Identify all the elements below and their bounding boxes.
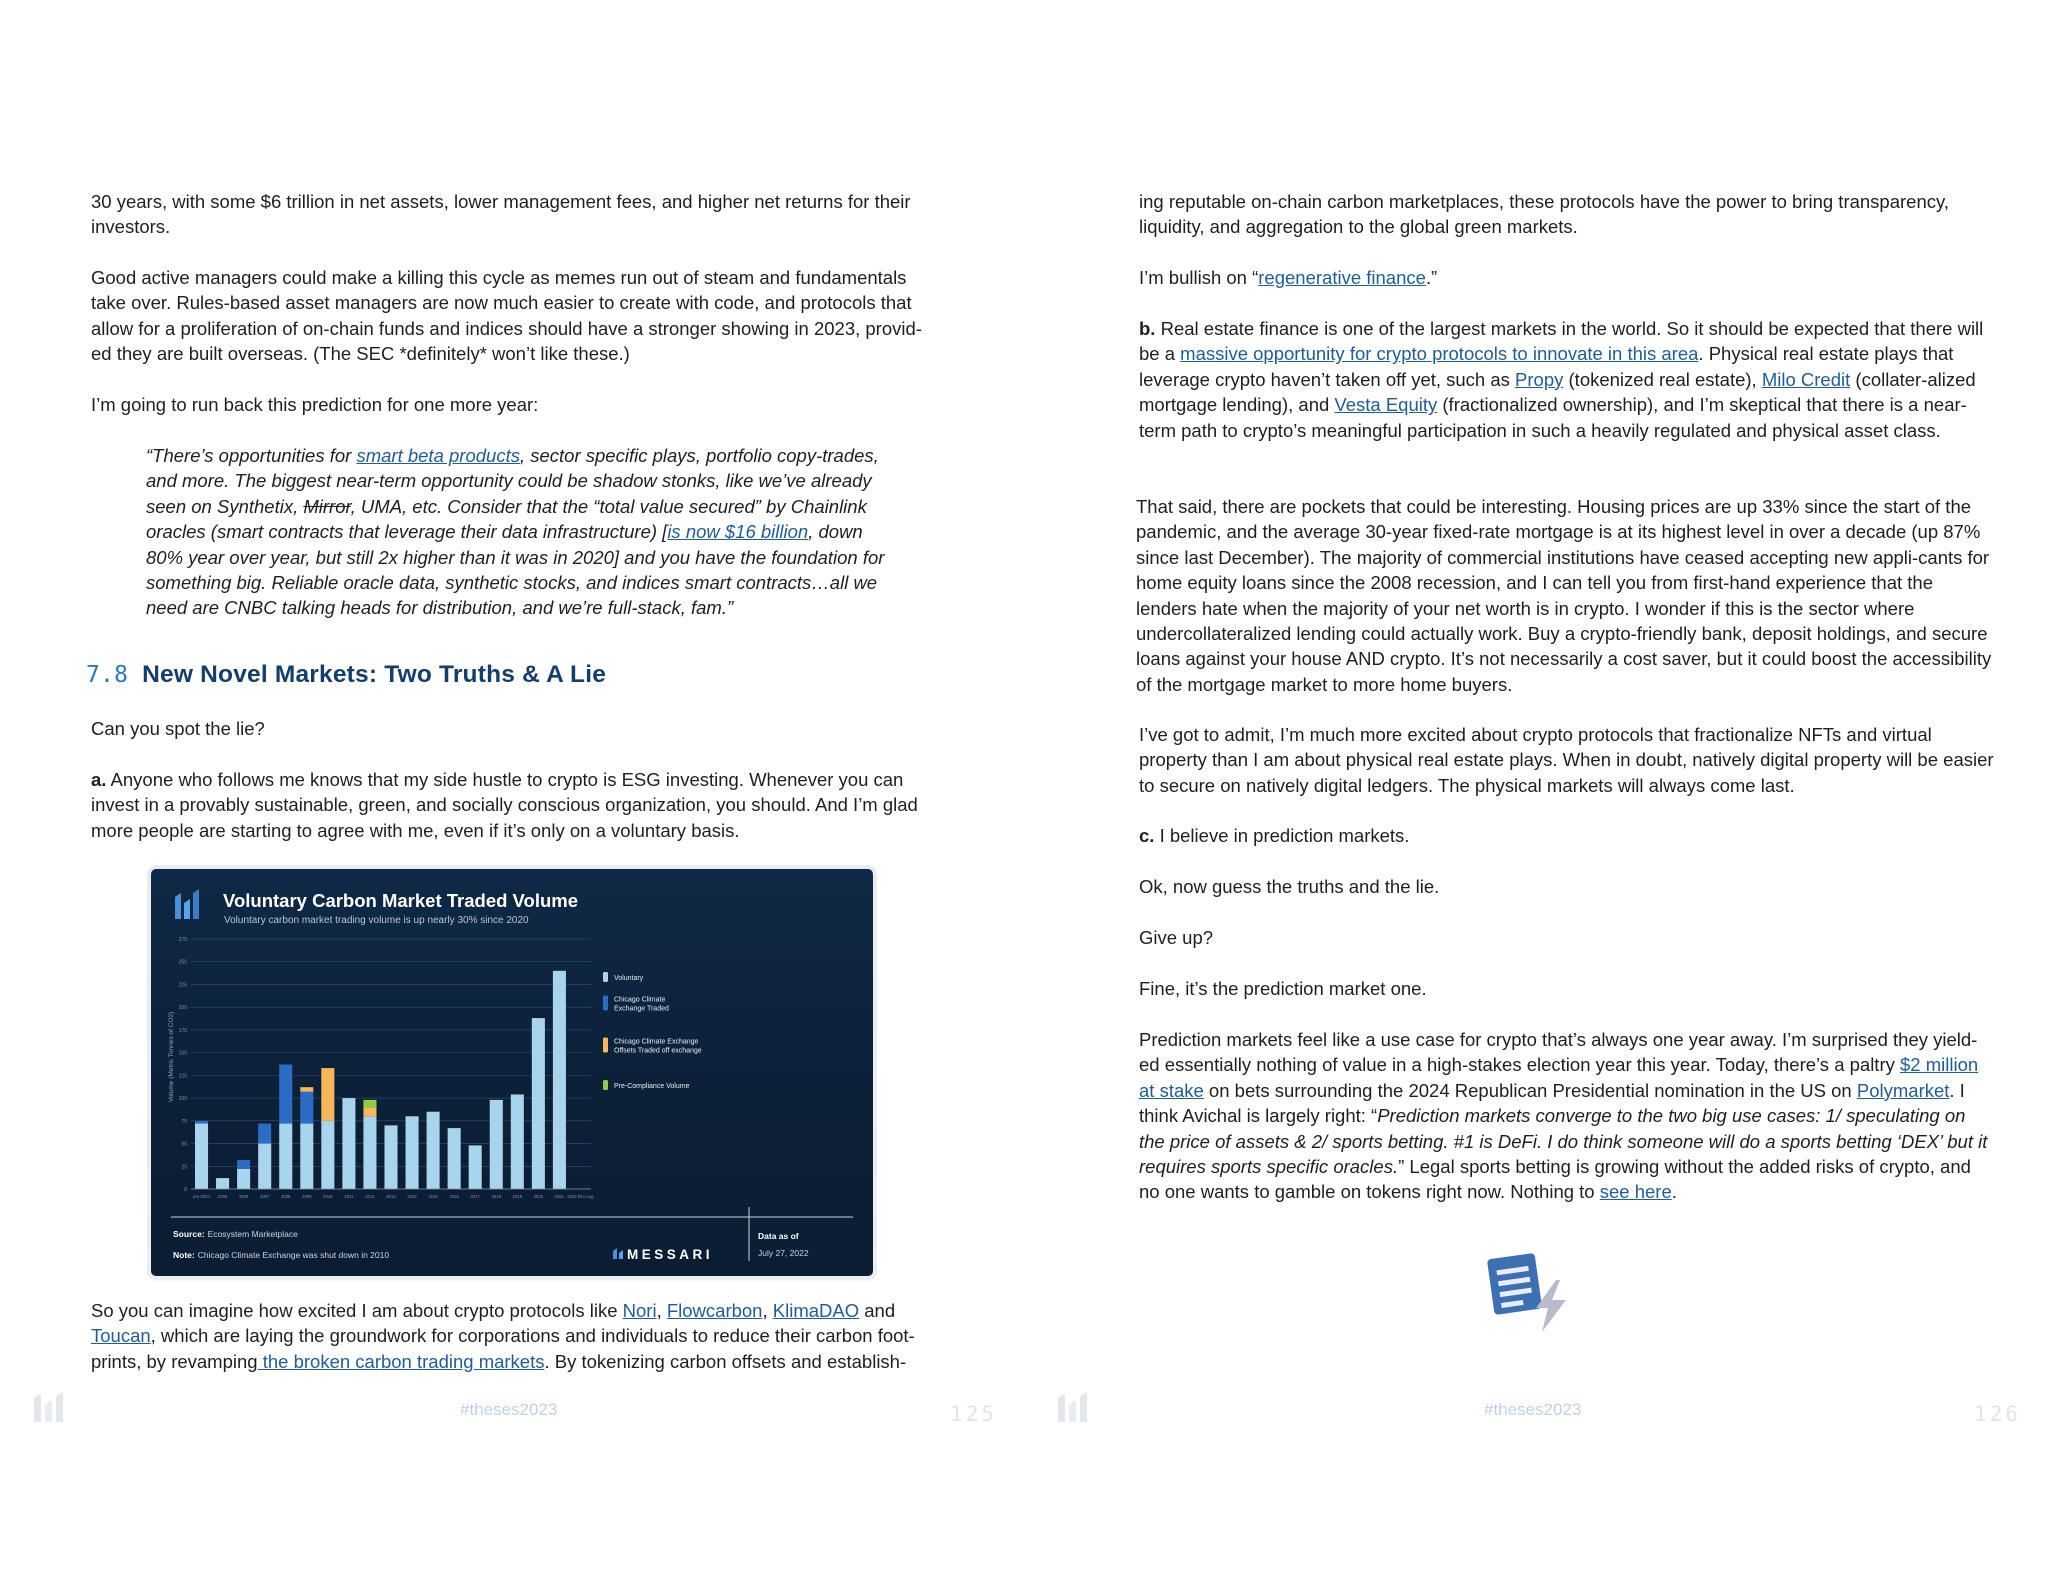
link-propy[interactable]: Propy <box>1515 368 1564 390</box>
y-tick-label: 25 <box>181 1164 187 1171</box>
paragraph: I’m bullish on “regenerative finance.” <box>1139 267 1438 288</box>
page-number: 125 <box>950 1402 997 1426</box>
link-polymarket[interactable]: Polymarket <box>1856 1079 1950 1101</box>
item-label: b. <box>1139 318 1156 339</box>
y-tick-label: 175 <box>178 1027 187 1034</box>
paragraph: Can you spot the lie? <box>91 718 265 739</box>
messari-brand: MESSARI <box>627 1247 714 1262</box>
x-tick-label: 2007 <box>260 1194 270 1199</box>
right-page <box>1024 0 2048 1582</box>
paragraph: 30 years, with some $6 trillion in net assets, lower management fees, and higher net returns for their investors. <box>91 191 911 238</box>
paragraph: I’ve got to admit, I’m much more excited about crypto protocols that fractionalize NFTs and virtual property than I am about physical real estate plays. When in doubt, natively digital property will be easier to secure on natively digital ledgers. The physical markets will always come last. <box>1139 724 1994 796</box>
paragraph: Prediction markets feel like a use case for crypto that’s always one year away. I’m surprised they yield-ed essentially nothing of value in a high-stakes election year this year. Today, there’s a paltry $2 million at stake on bets surrounding the 2024 Republican Presidential nomination in the US on Polymarket. I think Avichal is largely right: “Prediction markets converge to the two big use cases: 1/ speculating on the price of assets & 2/ sports betting. #1 is DeFi. I do think someone will do a sports betting ‘DEX’ but it requires sports specific oracles.” Legal sports betting is growing without the added risks of crypto, and no one wants to gamble on tokens right now. Nothing to see here. <box>1139 1029 1988 1203</box>
x-tick-label: pre-2004 <box>193 1194 210 1199</box>
x-tick-label: 2020 <box>533 1194 544 1199</box>
x-tick-label: 2012 <box>365 1194 375 1199</box>
chart-bars <box>191 971 591 1189</box>
bar-segment <box>279 1064 292 1123</box>
legend-label: Pre-Compliance Volume <box>614 1083 690 1090</box>
legend-swatch <box>603 972 608 982</box>
item-label: c. <box>1139 825 1155 846</box>
y-tick-label: 275 <box>178 937 187 943</box>
data-date-label: Data as of <box>758 1231 799 1241</box>
bar-segment <box>363 1100 376 1107</box>
x-tick-label: 2011 <box>344 1194 354 1199</box>
italic-quote: Prediction markets converge to the two big use cases: 1/ speculating on the price of assets & 2/ sports betting. #1 is DeFi. I do think someone will do a sports betting ‘DEX’ but it requires sports specific oracles. <box>1139 1105 1988 1178</box>
bar-segment <box>490 1100 503 1189</box>
bar-segment <box>321 1121 334 1189</box>
chart-legend <box>603 972 702 1090</box>
y-tick-label: 0 <box>184 1187 187 1193</box>
bar-segment <box>427 1112 440 1189</box>
bar-segment <box>342 1098 355 1189</box>
messari-brand-icon <box>613 1248 623 1259</box>
y-tick-label: 150 <box>178 1050 187 1057</box>
section-title: New Novel Markets: Two Truths & A Lie <box>142 661 607 688</box>
page-number: 126 <box>1974 1402 2021 1426</box>
bar-segment <box>406 1116 419 1189</box>
x-tick-label: 2018 <box>491 1194 501 1199</box>
bar-segment <box>300 1092 313 1124</box>
x-tick-label: 2022 thru Aug <box>567 1194 594 1199</box>
chart-source: Source: Ecosystem Marketplace <box>173 1229 298 1239</box>
data-date: July 27, 2022 <box>758 1248 809 1258</box>
bar-segment <box>384 1125 397 1189</box>
x-tick-label: 2017 <box>470 1194 480 1199</box>
y-tick-label: 50 <box>181 1141 187 1148</box>
x-tick-label: 2013 <box>386 1194 396 1199</box>
messari-footer-logo-icon <box>32 1390 68 1426</box>
carbon-market-chart <box>151 869 873 1276</box>
legend-swatch <box>603 996 608 1011</box>
y-tick-label: 125 <box>178 1073 187 1080</box>
bar-segment <box>363 1107 376 1116</box>
section-number: 7.8 <box>86 662 129 688</box>
link-smart-beta-products[interactable]: smart beta products <box>356 445 520 466</box>
x-tick-label: 2005 <box>217 1194 228 1199</box>
blockquote: “There’s opportunities for smart beta products, sector specific plays, portfolio copy-trades, and more. The biggest near-term opportunity could be shadow stonks, like we’ve already seen on Synthetix, Mirror, UMA, etc. Consider that the “total value secured” by Chainlink oracles (smart contracts that leverage their data infrastructure) [is now $16 billion, down 80% year over year, but still 2x higher than it was in 2020] and you have the foundation for something big. Reliable oracle data, synthetic stocks, and indices smart contracts…all we need are CNBC talking heads for distribution, and we’re full-stack, fam.” <box>146 445 885 619</box>
bar-segment <box>553 971 566 1189</box>
x-tick-label: 2019 <box>512 1194 522 1199</box>
x-tick-label: 2014 <box>407 1194 417 1199</box>
legend-swatch <box>603 1080 608 1090</box>
legend-swatch <box>603 1038 608 1053</box>
link-milo-credit[interactable]: Milo Credit <box>1761 368 1851 390</box>
link-nori[interactable]: Nori <box>622 1300 657 1321</box>
paragraph: b. Real estate finance is one of the largest markets in the world. So it should be expected that there will be a massive opportunity for crypto protocols to innovate in this area. Physical real estate plays that leverage crypto haven’t taken off yet, such as Propy (tokenized real estate), Milo Credit (collater-alized mortgage lending), and Vesta Equity (fractionalized ownership), and I’m skeptical that there is a near-term path to crypto’s meaningful participation in such a heavily regulated and physical asset class. <box>1139 318 1984 441</box>
paragraph: I’m going to run back this prediction for one more year: <box>91 394 539 415</box>
legend-label: Voluntary <box>614 975 644 982</box>
x-tick-label: 2021 <box>554 1194 565 1199</box>
chart-subtitle: Voluntary carbon market trading volume is up nearly 30% since 2020 <box>224 915 529 926</box>
legend-label: Chicago Climate Exchange Traded <box>614 996 669 1013</box>
bar-segment <box>195 1121 208 1124</box>
y-tick-label: 100 <box>178 1096 187 1103</box>
link-see-here[interactable]: see here <box>1599 1181 1672 1203</box>
link-massive-opportunity[interactable]: massive opportunity for crypto protocols to innovate in this area <box>1180 343 1699 365</box>
paragraph: That said, there are pockets that could be interesting. Housing prices are up 33% since the start of the pandemic, and the average 30-year fixed-rate mortgage is at its highest level in over a decade (up 87% since last December). The majority of commercial institutions have ceased accepting new appli-cants for home equity loans since the 2008 recession, and I can tell you from first-hand experience that the lenders hate when the majority of your net worth is in crypto. I wonder if this is the sector where undercollateralized lending could actually work. Buy a crypto-friendly bank, deposit holdings, and secure loans against your house AND crypto. It’s not necessarily a cost saver, but it could boost the accessibility of the mortgage market to more home buyers. <box>1136 496 1992 695</box>
bar-segment <box>258 1144 271 1189</box>
messari-footer-logo-icon <box>1056 1390 1092 1426</box>
link-2-million-at-stake[interactable]: $2 million at stake <box>1139 1054 1979 1101</box>
bar-segment <box>258 1124 271 1144</box>
link-klimadao[interactable]: KlimaDAO <box>772 1300 860 1321</box>
paragraph: Give up? <box>1139 927 1214 948</box>
document-lightning-icon <box>1484 1250 1574 1340</box>
bar-segment <box>532 1018 545 1189</box>
x-tick-label: 2009 <box>302 1194 312 1199</box>
bar-segment <box>279 1124 292 1189</box>
y-tick-label: 225 <box>178 982 187 989</box>
item-label: a. <box>91 769 107 790</box>
x-tick-label: 2008 <box>281 1194 291 1199</box>
paragraph: Ok, now guess the truths and the lie. <box>1139 876 1440 897</box>
bar-segment <box>300 1087 313 1092</box>
y-tick-label: 250 <box>178 959 187 966</box>
chart-title: Voluntary Carbon Market Traded Volume <box>223 890 578 911</box>
chart-svg <box>151 869 873 1276</box>
bar-segment <box>195 1124 208 1189</box>
paragraph: So you can imagine how excited I am about crypto protocols like Nori, Flowcarbon, KlimaDAO and Toucan, which are laying the groundwork for corporations and individuals to reduce their carbon foot-prints, by revamping the broken carbon trading markets. By tokenizing carbon offsets and establish- <box>91 1300 915 1372</box>
messari-logo-icon <box>175 889 199 919</box>
x-axis-ticks <box>193 1194 594 1199</box>
struck-text: Mirror <box>303 495 351 517</box>
link-toucan[interactable]: Toucan <box>91 1325 151 1347</box>
bar-segment <box>237 1169 250 1189</box>
bar-segment <box>469 1145 482 1189</box>
section-heading <box>86 661 606 689</box>
x-tick-label: 2016 <box>449 1194 459 1199</box>
paragraph: ing reputable on-chain carbon marketplaces, these protocols have the power to bring transparency, liquidity, and aggregation to the global green markets. <box>1139 191 1950 238</box>
y-axis-label: Volume (Metric Tonnes of CO2) <box>168 1011 175 1103</box>
bar-segment <box>321 1068 334 1121</box>
bar-segment <box>363 1116 376 1189</box>
x-tick-label: 2015 <box>428 1194 438 1199</box>
legend-label: Chicago Climate Exchange Offsets Traded off exchange <box>614 1038 702 1055</box>
bar-segment <box>448 1128 461 1189</box>
bar-segment <box>511 1094 524 1189</box>
bar-segment <box>237 1160 250 1169</box>
paragraph: Good active managers could make a killing this cycle as memes run out of steam and fundamentals take over. Rules-based asset managers are now much easier to create with code, and protocols that allow for a proliferation of on-chain funds and indices should have a stronger showing in 2023, provid-ed they are built overseas. (The SEC *definitely* won’t like these.) <box>91 267 922 365</box>
chart-note: Note: Chicago Climate Exchange was shut down in 2010 <box>173 1250 390 1260</box>
y-tick-label: 75 <box>181 1118 187 1125</box>
paragraph: a. Anyone who follows me knows that my side hustle to crypto is ESG investing. Whenever you can invest in a provably sustainable, green, and socially conscious organization, you should. And I’m glad more people are starting to agree with me, even if it’s only on a voluntary basis. <box>91 769 918 841</box>
footer-hashtag: #theses2023 <box>460 1400 558 1419</box>
link-flowcarbon[interactable]: Flowcarbon <box>666 1300 763 1321</box>
y-tick-label: 200 <box>178 1005 187 1012</box>
link-is-now-16-billion[interactable]: is now $16 billion <box>667 521 809 543</box>
footer-hashtag: #theses2023 <box>1484 1400 1582 1419</box>
paragraph: Fine, it’s the prediction market one. <box>1139 978 1427 999</box>
bar-segment <box>300 1124 313 1189</box>
link-vesta-equity[interactable]: Vesta Equity <box>1334 394 1438 416</box>
paragraph: c. I believe in prediction markets. <box>1139 825 1410 846</box>
x-tick-label: 2010 <box>323 1194 333 1199</box>
bar-segment <box>216 1178 229 1189</box>
link-regenerative-finance[interactable]: regenerative finance <box>1258 267 1426 288</box>
x-tick-label: 2006 <box>238 1194 249 1199</box>
link-broken-carbon-trading-markets[interactable]: the broken carbon trading markets <box>257 1350 545 1372</box>
y-axis-ticks <box>179 937 188 1193</box>
